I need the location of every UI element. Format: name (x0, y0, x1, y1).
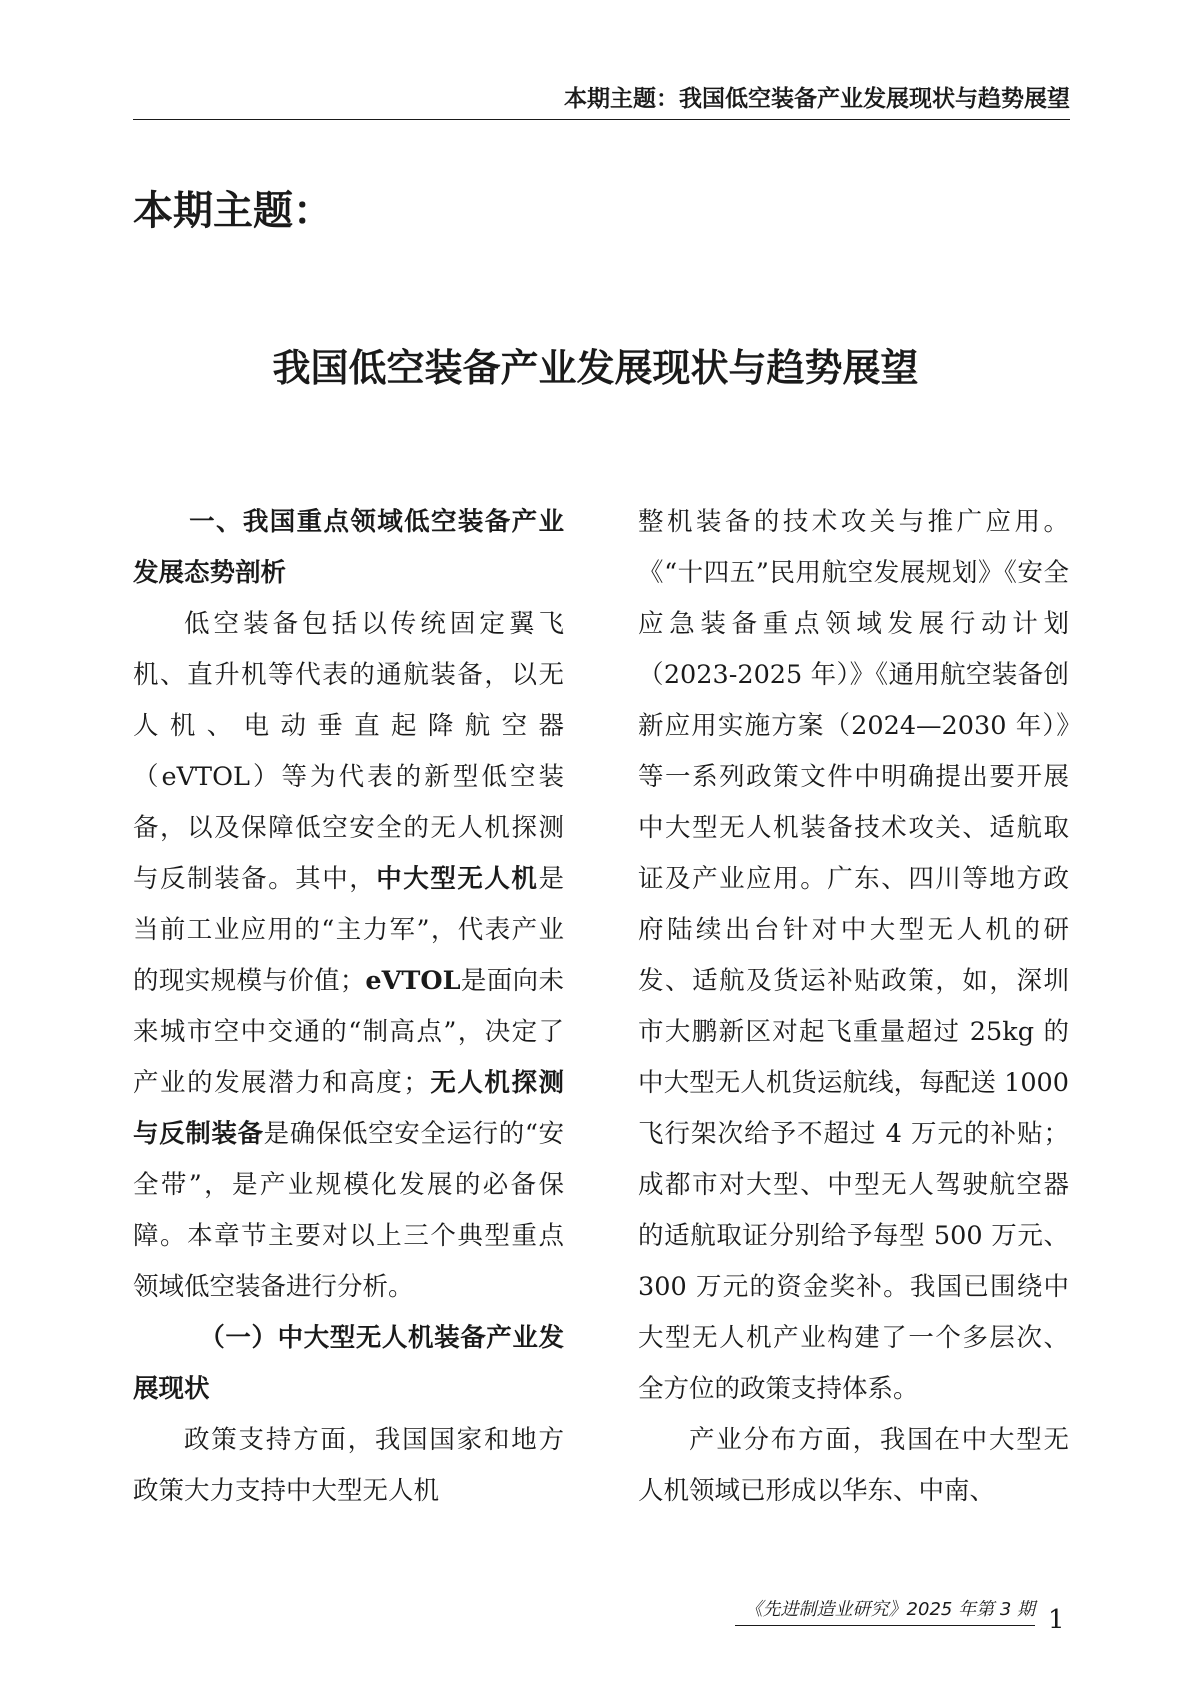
paragraph-intro-text-e: 是确保低空安全运行的“安全带”，是产业规模化发展的必备保障。本章节主要对以上三个典型重点领域低空装备进行分析。 (133, 1119, 564, 1302)
subsection-heading-1: （一）中大型无人机装备产业发展现状 (133, 1323, 564, 1404)
paragraph-policy-continued: 整机装备的技术攻关与推广应用。《“十四五”民用航空发展规划》《安全应急装备重点领域发展行动计划（2023-2025 年）》《通用航空装备创新应用实施方案（2024—2030 年）》等一系列政策文件中明确提出要开展中大型无人机装备技术攻关、适航取证及产业应用。广东、四川等地方政府陆续出台针对中大型无人机的研发、适航及货运补贴政策，如，深圳市大鹏新区对起飞重量超过 25kg 的中大型无人机货运航线，每配送 1000 飞行架次给予不超过 4 万元的补贴；成都市对大型、中型无人驾驶航空器的适航取证分别给予每型 500 万元、300 万元的资金奖补。我国已围绕中大型无人机产业构建了一个多层次、全方位的政策支持体系。 (638, 507, 1069, 1404)
paragraph-industry-distribution: 产业分布方面，我国在中大型无人机领域已形成以华东、中南、 (638, 1425, 1069, 1506)
paragraph-policy-start: 政策支持方面，我国国家和地方政策大力支持中大型无人机 (133, 1425, 564, 1506)
paragraph-intro-text-d: 是面向未来城市空中交通的“制高点”，决定了产业的发展潜力和高度； (133, 966, 564, 1098)
section-heading-1: 一、我国重点领域低空装备产业发展态势剖析 (133, 507, 564, 588)
running-header (133, 82, 1070, 120)
footer-journal-name: 《先进制造业研究》2025 年第 3 期 (744, 1599, 1035, 1620)
paragraph-intro-text-a: 低空装备包括以传统固定翼飞机、直升机等代表的通航装备，以无人机、电动垂直起降航空器（eVTOL）等为代表的新型低空装备，以及保障低空安全的无人机探测与反制装备。其中， (133, 609, 564, 894)
column-title: 本期主题： (133, 188, 333, 234)
footer-rule (735, 1625, 1035, 1626)
article-title: 我国低空装备产业发展现状与趋势展望 (272, 345, 919, 390)
paragraph-intro (133, 599, 564, 1313)
page-number: 1 (1048, 1605, 1065, 1635)
emphasis-large-uav: 中大型无人机 (376, 864, 539, 894)
right-column (638, 497, 1069, 1517)
running-header-title: 本期主题：我国低空装备产业发展现状与趋势展望 (564, 86, 1070, 112)
emphasis-evtol: eVTOL (365, 966, 461, 996)
emphasis-counter-uav: 无人机探测与反制装备 (133, 1068, 564, 1149)
left-column (133, 497, 564, 1517)
paragraph-intro-text-c: 是当前工业应用的“主力军”，代表产业的现实规模与价值； (133, 864, 564, 996)
